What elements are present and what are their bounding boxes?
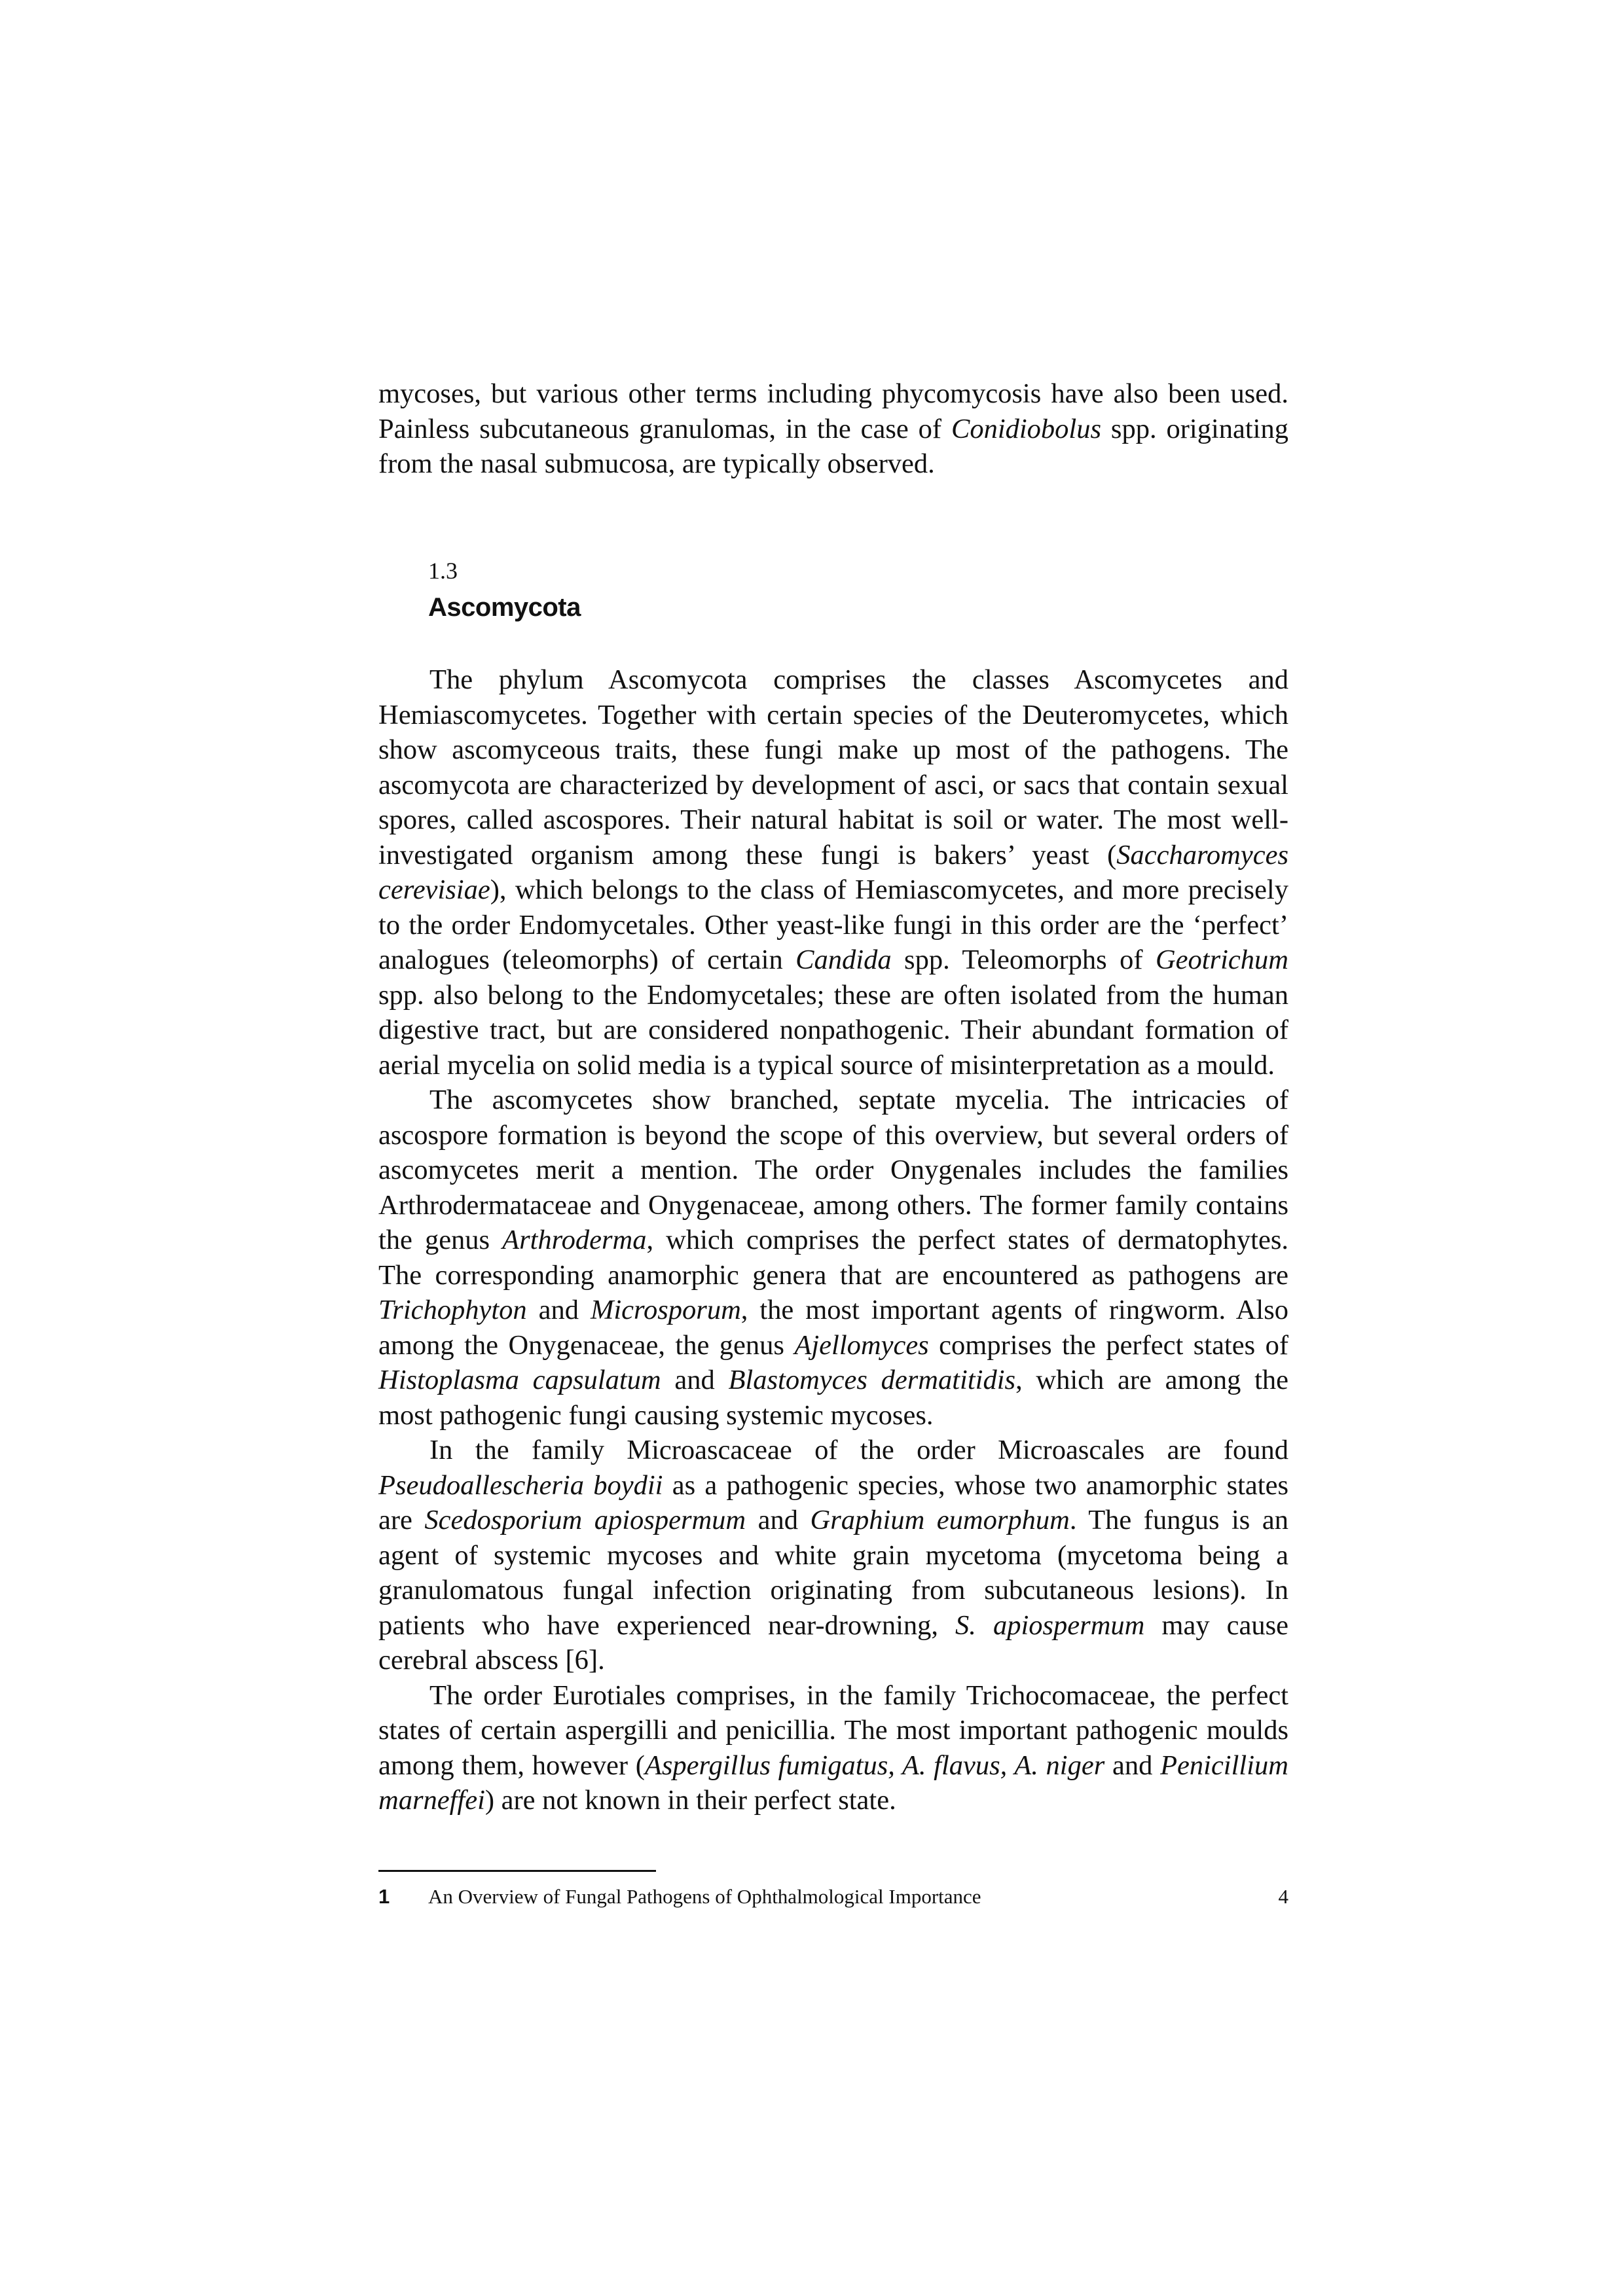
italic-term: Microsporum <box>590 1295 741 1325</box>
text-run: , which are among the most pathogenic fungi causing systemic mycoses. <box>378 1365 1288 1431</box>
text-run: spp. Teleomorphs of <box>891 944 1156 975</box>
italic-term: Pseudoallescheria boydii <box>378 1469 663 1501</box>
italic-term: Scedosporium apiospermum <box>424 1505 746 1535</box>
text-run: spp. originating from the nasal submucosa, are typically observed. <box>378 413 1288 479</box>
italic-term: S. apiospermum <box>955 1609 1145 1641</box>
intro-paragraph-block <box>378 376 1288 482</box>
text-run: The phylum Ascomycota comprises the classes Ascomycetes and Hemiascomycetes. Together with certain species of the Deuteromycetes, which show ascomyceous traits, these fungi make up most of the pathogens. The ascomycota are characterized by development of asci, or sacs that contain sexual spores, called ascospores. Their natural habitat is soil or water. The most well-investigated organism among these fungi is bakers’ yeast ( <box>378 664 1288 870</box>
text-run: spp. also belong to the Endomycetales; these are often isolated from the human digestive tract, but are considered nonpathogenic. Their abundant formation of aerial mycelia on solid media is a typical source of misinterpretation as a mould. <box>378 979 1288 1081</box>
italic-term: Histoplasma capsulatum <box>378 1365 661 1395</box>
chapter-number: 1 <box>378 1885 390 1908</box>
text-run: , the most important agents of ringworm. Also among the Onygenaceae, the genus <box>378 1295 1288 1361</box>
italic-term: Blastomyces dermatitidis <box>728 1365 1016 1395</box>
italic-term: Penicillium marneffei <box>378 1749 1288 1816</box>
paragraph <box>378 1083 1288 1433</box>
italic-term: Candida <box>795 944 892 975</box>
italic-term: Graphium eumorphum <box>810 1505 1070 1535</box>
text-run: as a pathogenic species, whose two anamorphic states are <box>378 1469 1289 1535</box>
text-run: and <box>1104 1749 1161 1781</box>
text-run: ), which belongs to the class of Hemiascomycetes, and more precisely to the order Endomycetales. Other yeast-like fungi in this order are the ‘perfect’ analogues (teleomorphs) of certain <box>378 874 1288 975</box>
running-footer <box>378 1885 1288 1918</box>
section-number: 1.3 <box>428 558 458 584</box>
italic-term: Aspergillus fumigatus, A. flavus, A. niger <box>644 1749 1105 1781</box>
italic-term: Trichophyton <box>378 1295 527 1325</box>
paragraph <box>378 1678 1288 1818</box>
text-run: and <box>746 1505 811 1535</box>
text-run: The order Eurotiales comprises, in the family Trichocomaceae, the perfect states of certain aspergilli and penicillia. The most important pathogenic moulds among them, however ( <box>378 1679 1288 1781</box>
text-run: ) are not known in their perfect state. <box>484 1785 896 1816</box>
italic-term: Ajellomyces <box>794 1329 929 1361</box>
text-run: may cause cerebral abscess [6]. <box>378 1609 1288 1676</box>
text-run: The ascomycetes show branched, septate mycelia. The intricacies of ascospore formation is beyond the scope of this overview, but several orders of ascomycetes merit a mention. The order Onygenales includes the families Arthrodermataceae and Onygenaceae, among others. The former family contains the genus <box>378 1085 1288 1255</box>
italic-term: Saccharomyces cerevisiae <box>378 839 1288 905</box>
text-run: In the family Microascaceae of the order Microascales are found <box>429 1435 1288 1465</box>
text-run: and <box>661 1365 729 1395</box>
text-run: , which comprises the perfect states of dermatophytes. The corresponding anamorphic genera that are encountered as pathogens are <box>378 1225 1289 1291</box>
body-text <box>378 662 1288 1818</box>
italic-term: Conidiobolus <box>951 413 1102 444</box>
page-number: 4 <box>1278 1885 1288 1908</box>
intro-paragraph <box>378 376 1288 482</box>
italic-term: Geotrichum <box>1155 944 1288 975</box>
paragraph <box>378 662 1288 1083</box>
text-run: comprises the perfect states of <box>928 1329 1288 1361</box>
footer-rule <box>378 1870 656 1872</box>
paragraph <box>378 1433 1288 1678</box>
chapter-title: An Overview of Fungal Pathogens of Ophthalmological Importance <box>428 1885 981 1908</box>
italic-term: Arthroderma <box>502 1225 647 1255</box>
text-run: . The fungus is an agent of systemic mycoses and white grain mycetoma (mycetoma being a granulomatous fungal infection originating from subcutaneous lesions). In patients who have experienced near-drowning, <box>378 1505 1288 1641</box>
text-run: mycoses, but various other terms including phycomycosis have also been used. Painless subcutaneous granulomas, in the case of <box>378 378 1288 444</box>
text-run: and <box>526 1295 591 1325</box>
section-title: Ascomycota <box>428 593 581 622</box>
